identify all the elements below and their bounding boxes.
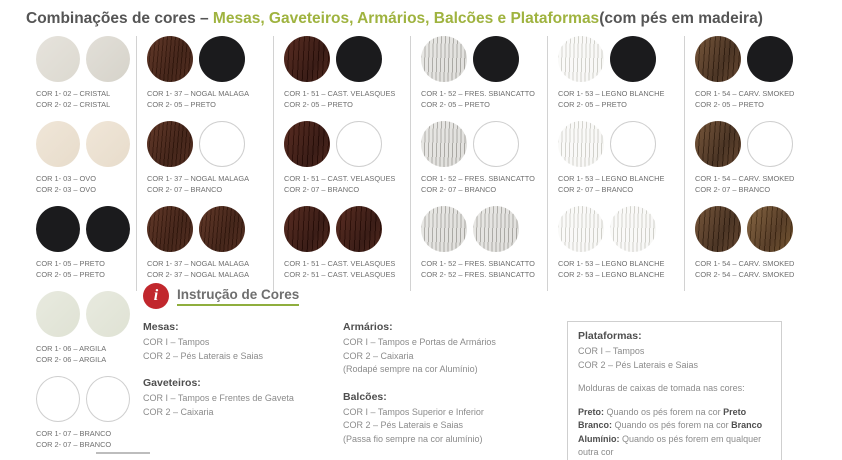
swatch-label-1: COR 1- 53 – LEGNO BLANCHE xyxy=(558,173,665,183)
swatch-block[interactable] xyxy=(280,206,404,281)
swatch-block[interactable] xyxy=(32,36,130,111)
swatch-labels xyxy=(143,88,267,111)
instruction-title: Instrução de Cores xyxy=(177,287,299,306)
swatch-circles xyxy=(280,36,404,82)
gaveteiros-line-1: COR I – Tampos e Frentes de Gaveta xyxy=(143,393,294,403)
swatch-block[interactable] xyxy=(691,36,818,111)
swatch-block[interactable] xyxy=(280,36,404,111)
instruction-header xyxy=(143,283,826,309)
spacer xyxy=(578,396,771,406)
swatch-circles xyxy=(417,206,541,252)
plataformas-preto-label: Preto: xyxy=(578,406,605,417)
swatch-circles xyxy=(32,376,130,422)
plataformas-line-5 xyxy=(578,419,771,433)
swatch-circles xyxy=(691,206,818,252)
legno-blanche-swatch xyxy=(558,206,604,252)
swatch-circles xyxy=(691,36,818,82)
plataformas-branco-text: Quando os pés forem na cor xyxy=(612,420,732,430)
armarios-heading: Armários: xyxy=(343,321,393,333)
argila-swatch xyxy=(36,291,80,337)
swatch-label-1: COR 1- 51 – CAST. VELASQUES xyxy=(284,89,396,98)
swatch-labels xyxy=(280,88,404,111)
plataformas-aluminio-text: Quando os pés forem em qualquer outra cor xyxy=(578,433,762,457)
swatch-label-1: COR 1- 53 – LEGNO BLANCHE xyxy=(558,89,665,98)
swatch-label-2: COR 2- 06 – ARGILA xyxy=(36,355,107,365)
swatch-labels xyxy=(691,88,818,111)
column-nogal-malaga xyxy=(136,36,273,291)
branco-swatch xyxy=(610,121,656,167)
balcoes-line-1: COR I – Tampos Superior e Inferior xyxy=(343,406,484,417)
page-title-accent: Mesas, Gaveteiros, Armários, Balcões e Plataformas xyxy=(208,10,600,27)
branco-swatch xyxy=(473,121,519,167)
swatch-label-1: COR 1- 52 – FRES. SBIANCATTO xyxy=(421,173,535,183)
swatch-circles xyxy=(280,121,404,167)
info-icon: i xyxy=(143,283,169,309)
carv-smoked-swatch xyxy=(695,206,741,252)
plataformas-line-1: COR I – Tampos xyxy=(578,346,645,356)
armarios-line-2: COR 2 – Caixaria xyxy=(343,350,414,361)
page-title-tail: (com pés em madeira) xyxy=(599,10,763,27)
plataformas-branco-value: Branco xyxy=(731,420,763,430)
swatch-block[interactable] xyxy=(417,206,541,281)
preto-swatch xyxy=(747,36,793,82)
swatch-labels xyxy=(32,88,130,111)
swatch-label-1: COR 1- 51 – CAST. VELASQUES xyxy=(284,173,396,183)
swatch-labels xyxy=(417,88,541,111)
swatch-label-1: COR 1- 54 – CARV. SMOKED xyxy=(695,258,795,268)
swatch-label-1: COR 1- 37 – NOGAL MALAGA xyxy=(147,173,249,183)
mesas-line-2: COR 2 – Pés Laterais e Saias xyxy=(143,350,264,361)
branco-swatch xyxy=(86,376,130,422)
plataformas-line-4 xyxy=(578,406,771,420)
swatch-labels xyxy=(32,173,130,196)
carv-smoked-swatch xyxy=(695,36,741,82)
legno-blanche-swatch xyxy=(558,121,604,167)
swatch-label-1: COR 1- 03 – OVO xyxy=(36,173,96,183)
swatch-labels xyxy=(417,173,541,196)
swatch-block[interactable] xyxy=(691,206,818,281)
swatch-labels xyxy=(32,428,130,451)
swatch-label-1: COR 1- 37 – NOGAL MALAGA xyxy=(147,89,249,98)
swatch-block[interactable] xyxy=(554,36,678,111)
swatch-label-2: COR 2- 07 – BRANCO xyxy=(147,185,223,195)
swatch-block[interactable] xyxy=(417,121,541,196)
branco-swatch xyxy=(199,121,245,167)
cast-velasques-swatch xyxy=(336,206,382,252)
swatch-circles xyxy=(554,36,678,82)
legno-blanche-swatch xyxy=(558,36,604,82)
swatch-label-1: COR 1- 37 – NOGAL MALAGA xyxy=(147,258,249,268)
mesas-heading: Mesas: xyxy=(143,321,179,333)
swatch-block[interactable] xyxy=(417,36,541,111)
plataformas-heading: Plataformas: xyxy=(578,330,642,342)
swatch-label-2: COR 2- 02 – CRISTAL xyxy=(36,100,111,110)
balcoes-heading: Balcões: xyxy=(343,390,387,403)
swatch-circles xyxy=(417,121,541,167)
swatch-labels xyxy=(554,88,678,111)
gaveteiros-heading: Gaveteiros: xyxy=(143,377,201,389)
swatch-block[interactable] xyxy=(32,376,130,451)
swatch-label-1: COR 1- 02 – CRISTAL xyxy=(36,89,111,98)
instruction-section-gaveteiros xyxy=(143,377,329,419)
carv-smoked-swatch xyxy=(747,206,793,252)
swatch-labels xyxy=(691,173,818,196)
footer-mark xyxy=(96,452,166,458)
preto-swatch xyxy=(473,36,519,82)
fres-sbiancatto-swatch xyxy=(421,36,467,82)
swatch-labels xyxy=(417,258,541,281)
plataformas-branco-label: Branco: xyxy=(578,420,613,430)
swatch-circles xyxy=(143,121,267,167)
swatch-label-1: COR 1- 53 – LEGNO BLANCHE xyxy=(558,258,665,268)
swatch-block[interactable] xyxy=(32,206,130,281)
swatch-block[interactable] xyxy=(143,206,267,281)
swatch-circles xyxy=(554,206,678,252)
swatch-labels xyxy=(143,173,267,196)
swatch-block[interactable] xyxy=(554,206,678,281)
swatch-label-2: COR 2- 03 – OVO xyxy=(36,185,96,195)
swatch-label-2: COR 2- 05 – PRETO xyxy=(284,100,353,110)
preto-swatch xyxy=(199,36,245,82)
swatch-block[interactable] xyxy=(32,291,130,366)
swatch-labels xyxy=(280,173,404,196)
preto-swatch xyxy=(610,36,656,82)
swatch-label-2: COR 2- 54 – CARV. SMOKED xyxy=(695,270,795,280)
swatch-label-2: COR 2- 51 – CAST. VELASQUES xyxy=(284,270,396,280)
fres-sbiancatto-swatch xyxy=(421,121,467,167)
swatch-label-1: COR 1- 51 – CAST. VELASQUES xyxy=(284,258,396,268)
swatch-label-2: COR 2- 52 – FRES. SBIANCATTO xyxy=(421,270,535,280)
armarios-line-3: (Rodapé sempre na cor Alumínio) xyxy=(343,364,478,374)
cristal-swatch xyxy=(36,36,80,82)
instruction-section-armarios xyxy=(343,321,547,377)
swatch-labels xyxy=(280,258,404,281)
footer-bar xyxy=(96,452,150,454)
swatch-label-2: COR 2- 07 – BRANCO xyxy=(36,440,112,450)
swatch-label-2: COR 2- 07 – BRANCO xyxy=(421,185,497,195)
instruction-body xyxy=(143,321,826,460)
plataformas-preto-text: Quando os pés forem na cor xyxy=(604,406,724,417)
plataformas-line-2: COR 2 – Pés Laterais e Saias xyxy=(578,359,699,370)
swatch-circles xyxy=(691,121,818,167)
balcoes-line-3: (Passa fio sempre na cor alumínio) xyxy=(343,433,483,444)
instruction-section-mesas xyxy=(143,321,329,363)
swatch-block[interactable] xyxy=(32,121,130,196)
branco-swatch xyxy=(747,121,793,167)
armarios-line-1: COR I – Tampos e Portas de Armários xyxy=(343,337,496,347)
swatch-label-2: COR 2- 07 – BRANCO xyxy=(695,185,771,195)
ovo-swatch xyxy=(86,121,130,167)
swatch-label-2: COR 2- 07 – BRANCO xyxy=(284,185,360,195)
swatch-label-1: COR 1- 52 – FRES. SBIANCATTO xyxy=(421,89,535,98)
swatch-block[interactable] xyxy=(280,121,404,196)
branco-swatch xyxy=(36,376,80,422)
swatch-block[interactable] xyxy=(143,36,267,111)
preto-swatch xyxy=(336,36,382,82)
page-title-main: Combinações de cores – xyxy=(26,10,209,27)
swatch-circles xyxy=(32,121,130,167)
swatch-circles xyxy=(143,36,267,82)
column-cast-velasques xyxy=(273,36,410,291)
instruction-column-middle xyxy=(343,321,561,460)
cristal-swatch xyxy=(86,36,130,82)
swatch-circles xyxy=(143,206,267,252)
swatch-block[interactable] xyxy=(691,121,818,196)
nogal-malaga-swatch xyxy=(147,206,193,252)
swatch-label-2: COR 2- 37 – NOGAL MALAGA xyxy=(147,270,249,280)
column-carv-smoked xyxy=(684,36,824,291)
legno-blanche-swatch xyxy=(610,206,656,252)
branco-swatch xyxy=(336,121,382,167)
swatch-label-2: COR 2- 05 – PRETO xyxy=(695,100,764,110)
nogal-malaga-swatch xyxy=(147,36,193,82)
swatch-labels xyxy=(32,258,130,281)
swatch-label-2: COR 2- 53 – LEGNO BLANCHE xyxy=(558,270,665,280)
column-fres-sbiancatto xyxy=(410,36,547,291)
cast-velasques-swatch xyxy=(284,206,330,252)
swatch-label-2: COR 2- 05 – PRETO xyxy=(558,100,627,110)
argila-swatch xyxy=(86,291,130,337)
gaveteiros-line-2: COR 2 – Caixaria xyxy=(143,406,214,417)
column-legno-blanche xyxy=(547,36,684,291)
ovo-swatch xyxy=(36,121,80,167)
swatch-circles xyxy=(32,36,130,82)
fres-sbiancatto-swatch xyxy=(473,206,519,252)
instruction-section-plataformas xyxy=(567,321,782,460)
swatch-block[interactable] xyxy=(143,121,267,196)
swatch-label-2: COR 2- 05 – PRETO xyxy=(421,100,490,110)
mesas-line-1: COR I – Tampos xyxy=(143,337,210,347)
cast-velasques-swatch xyxy=(284,121,330,167)
cast-velasques-swatch xyxy=(284,36,330,82)
instruction-panel xyxy=(143,283,826,460)
instruction-column-left xyxy=(143,321,343,433)
instruction-section-balcoes xyxy=(343,391,547,447)
plataformas-preto-value: Preto xyxy=(723,406,747,417)
carv-smoked-swatch xyxy=(695,121,741,167)
swatch-labels xyxy=(691,258,818,281)
swatch-label-1: COR 1- 54 – CARV. SMOKED xyxy=(695,89,795,98)
swatch-label-1: COR 1- 07 – BRANCO xyxy=(36,428,112,438)
plataformas-aluminio-label: Alumínio: xyxy=(578,433,620,444)
plataformas-line-6 xyxy=(578,433,771,460)
swatch-label-2: COR 2- 05 – PRETO xyxy=(147,100,216,110)
column-cristal xyxy=(26,36,136,460)
page-title xyxy=(0,0,842,36)
swatch-label-2: COR 2- 07 – BRANCO xyxy=(558,185,634,195)
swatch-circles xyxy=(32,206,130,252)
nogal-malaga-swatch xyxy=(147,121,193,167)
swatch-labels xyxy=(143,258,267,281)
swatch-block[interactable] xyxy=(554,121,678,196)
swatch-label-1: COR 1- 52 – FRES. SBIANCATTO xyxy=(421,258,535,268)
swatch-circles xyxy=(417,36,541,82)
swatch-circles xyxy=(554,121,678,167)
swatch-circles xyxy=(280,206,404,252)
swatch-label-1: COR 1- 06 – ARGILA xyxy=(36,343,107,353)
preto-swatch xyxy=(36,206,80,252)
swatch-label-1: COR 1- 54 – CARV. SMOKED xyxy=(695,173,795,183)
plataformas-line-3: Molduras de caixas de tomada nas cores: xyxy=(578,383,745,393)
swatch-label-1: COR 1- 05 – PRETO xyxy=(36,258,105,268)
swatch-labels xyxy=(32,343,130,366)
swatch-label-2: COR 2- 05 – PRETO xyxy=(36,270,105,280)
nogal-malaga-swatch xyxy=(199,206,245,252)
swatch-labels xyxy=(554,173,678,196)
swatch-labels xyxy=(554,258,678,281)
preto-swatch xyxy=(86,206,130,252)
spacer xyxy=(578,372,771,382)
balcoes-line-2: COR 2 – Pés Laterais e Saias xyxy=(343,420,464,430)
fres-sbiancatto-swatch xyxy=(421,206,467,252)
swatch-circles xyxy=(32,291,130,337)
